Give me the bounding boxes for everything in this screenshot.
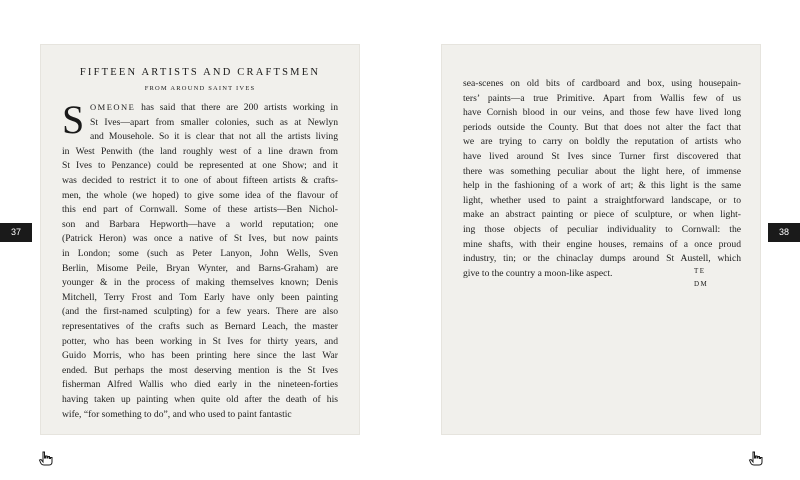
text-line: Guido Morris, who has been printing here since the last War [62,350,338,362]
right-page [441,44,761,435]
text-line: St Ives to Penzance) could be represented at one Show; and it [62,160,338,172]
text-line: Mitchell, Terry Frost and Tom Early have only been painting [62,291,338,303]
text-line: this end part of Cornwall. Some of these artists—Ben Nichol- [62,204,338,216]
text-line: light, whether used to paint a straightforward landscape, or to [463,194,741,206]
text-line: give to the country a moon-like aspect. [463,267,613,279]
text-line [90,101,338,114]
text-line: mine shafts, with their engine houses, remains of a once proud [463,238,741,250]
text-line: having taken up painting when quite old after the death of his [62,394,338,405]
hand-pointer-right-icon[interactable] [748,450,764,466]
text-line: ters’ paints—a true Primitive. Apart from Wallis few of us [463,92,741,104]
lead-smallcaps: OMEONE [90,102,136,112]
text-line: in West Penwith (the land roughly west of a line drawn from [62,145,338,157]
text-line: there was something peculiar about the light here, of immense [463,165,741,177]
text-line: have lived around St Ives since Turner first discovered that [463,151,741,162]
text-line: help in the fashioning of a work of art; & this light is the same [463,180,741,192]
drop-cap: S [62,97,85,142]
text-line: (Patrick Heron) was once a native of St Ives, but now paints [62,233,338,245]
text-line: make an abstract painting or piece of sculpture, or when light- [463,209,741,221]
author-initial: TE [694,267,706,275]
text-line: have Cornish blood in our veins, and those few have lived long [463,107,741,119]
text-line: (and the first-named sculpting) for a few years. There are also [62,306,338,318]
page-number-right[interactable]: 38 [768,223,800,242]
text-line: men, the whole (we hoped) to give some idea of the flavour of [62,189,338,201]
text-line: ing those objects of peculiar individuality to Cornwall: the [463,224,741,235]
author-initial: DM [694,280,709,288]
text-line: fisherman Alfred Wallis who died early in the nineteen-forties [62,379,338,391]
text-line: potter, who has been working in St Ives for thirty years, and [62,335,338,347]
page-number-left[interactable]: 37 [0,223,32,242]
text-line: ended. But perhaps the most deserving mention is the St Ives [62,364,338,376]
text-line: was decided to restrict it to one of about fifteen artists & crafts- [62,175,338,186]
text-line: periods outside the County. But that does not alter the fact that [463,121,741,133]
text-line: industry, tin; or the chinaclay dumps around St Austell, which [463,253,741,265]
text-line: son and Barbara Hepworth—have a world reputation; one [62,218,338,230]
text-line: representatives of the crafts such as Bernard Leach, the master [62,321,338,332]
text-line: younger & in the process of making themselves known; Denis [62,277,338,289]
text-line: and Mousehole. So it is clear that not all the artists living [90,131,338,143]
text-line: we are trying to carry on boldly the reputation of artists who [463,136,741,148]
line-text: has said that there are 200 artists working in [135,102,338,113]
text-line: St Ives—apart from smaller colonies, such as at Newlyn [90,116,338,128]
text-line: Berlin, Misome Peile, Bryan Wynter, and Barns-Graham) are [62,262,338,274]
text-line: wife, “for something to do”, and who used to paint fantastic [62,408,292,420]
left-page [40,44,360,435]
page-title: FIFTEEN ARTISTS AND CRAFTSMEN [79,67,321,78]
text-line: sea-scenes on old bits of cardboard and box, using housepain- [463,78,741,89]
hand-pointer-left-icon[interactable] [38,450,54,466]
text-line: in London; some (such as Peter Lanyon, John Wells, Sven [62,248,338,259]
page-subtitle: FROM AROUND SAINT IVES [144,85,256,92]
